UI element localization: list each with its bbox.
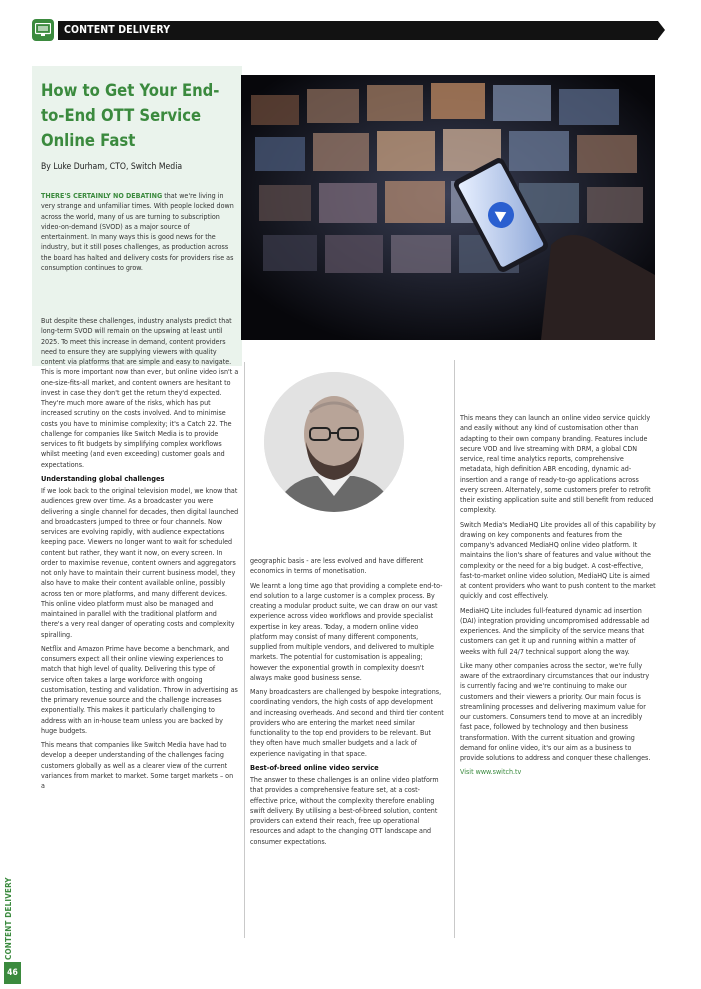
paragraph: This means they can launch an online video service quickly and easily without any kind of customisation other than adapting to their own company branding. Features include secure VOD and live streaming with DRM, a global CDN service, real time analytics reports, comprehensive metadata, high definition ABR encoding, dynamic ad-insertion and a range of ready-to-go applications across every screen. Alternately, some customers prefer to retrofit their existing application suite and still benefit from reduced complexity.: [460, 413, 654, 515]
paragraph: geographic basis - are less evolved and have different economics in terms of monetisation.: [250, 556, 424, 576]
subheading-understanding: Understanding global challenges: [41, 473, 165, 483]
intro-lead: THERE'S CERTAINLY NO DEBATING: [41, 191, 163, 200]
paragraph: We learnt a long time ago that providing a complete end-to-end solution to a large customer is a complex process. By creating a modular product suite, we can draw on our vast experience across video workflows and provide specialist expertise in key areas. Today, a modern online video platform may consist of many different components, supplied from multiple vendors, and delivered to multiple markets. The potential for customisation is appealing; however the exponential growth in complexity doesn't always make good business sense.: [250, 580, 443, 682]
section-label: CONTENT DELIVERY: [64, 24, 171, 36]
hero-photo: [241, 75, 655, 340]
paragraph: If we look back to the original television model, we know that audiences grew over time. As a broadcaster you were delivering a single channel for decades, then digital launched and broadcasters jumped to three or four channels. Now services are evolving rapidly, with audience expectations keeping pace. Viewers no longer want to wait for scheduled content but rather, they want it now, on every screen. In order to maximise revenue, content owners and aggregators not only have to maintain their current business model, they also have to make their content available online, possibly across ten or more platforms, and many different devices. This online video platform must also be managed and maintained in parallel with the traditional platform and there's a very real danger of operating costs and complexity spiralling.: [41, 486, 239, 639]
paragraph: Like many other companies across the sector, we're fully aware of the extraordinary circumstances that our industry is currently facing and we're continuing to make our customers and their viewers a priority. Our main focus is streamlining processes and delivering maximum value for our customers. Consumers tend to move at an incredibly fast pace, followed by technology and then business transformation. With the current situation and growing demand for online video, it's our aim as a business to provide solutions to address and conquer these challenges.: [460, 660, 651, 762]
article-byline: By Luke Durham, CTO, Switch Media: [41, 162, 183, 172]
column-1-text: [41, 316, 239, 795]
column-divider: [244, 362, 245, 938]
paragraph: Switch Media's MediaHQ Lite provides all of this capability by drawing on key components and features from the company's advanced MediaHQ online video platform. It maintains the lion's share of features and value without the complexity or the need for a big budget. A cost-effective, fast-to-market online video solution, MediaHQ Lite is aimed at content providers who want to push content to the market quickly and cost effectively.: [460, 519, 656, 601]
section-header-bar: [58, 21, 658, 40]
paragraph: MediaHQ Lite includes full-featured dynamic ad insertion (DAI) integration providing uncompromised addressable ad experiences. And the simplicity of the service means that customers can get it up and running within a matter of weeks with full 24/7 technical support along the way.: [460, 605, 650, 656]
column-divider: [454, 360, 455, 938]
intro-paragraph: [41, 191, 239, 273]
intro-rest: that we're living in very strange and unfamiliar times. With people locked down across the world, many of us are turning to subscription video-on-demand (SVOD) as a major source of entertainment. In many ways this is good news for the industry, but it still poses challenges, as production across the board has halted and delivery costs for providers rise as consumption continues to grow.: [41, 191, 234, 272]
paragraph: Many broadcasters are challenged by bespoke integrations, coordinating vendors, the high costs of app development and increasing overheads. And second and third tier content providers who are entering the market need similar functionality to the top end providers to be relevant. But they often have much smaller budgets and a lack of experience navigating in that space.: [250, 687, 444, 758]
paragraph: This means that companies like Switch Media have had to develop a deeper understanding of the challenges facing customers globally as well as a clearer view of the current variances from market to market. Some target markets – on a: [41, 740, 234, 790]
paragraph: The answer to these challenges is an online video platform that provides a comprehensive feature set, at a cost-effective price, without the complexity therefore enabling swift delivery. By utilising a best-of-breed solution, content providers can extend their reach, free up operational resources and adapt to the changing OTT landscape and consumer expectations.: [250, 775, 439, 846]
paragraph: Netflix and Amazon Prime have become a benchmark, and consumers expect all their online viewing experiences to match that high level of quality. Delivering this type of service often takes a large workforce with ongoing customisation, testing and validation. Throw in advertising as the primary revenue source and the challenge increases exponentially. This makes it particularly challenging to address with an in-house team unless you are backed by huge budgets.: [41, 643, 238, 735]
page-number: 46: [4, 962, 21, 984]
magazine-logo-icon: [32, 19, 54, 41]
subheading-best-of-breed: Best-of-breed online video service: [250, 762, 379, 772]
website-link[interactable]: Visit www.switch.tv: [460, 767, 522, 777]
paragraph: But despite these challenges, industry analysts predict that long-term SVOD will remain on the upswing at least until 2025. To meet this increase in demand, content providers need to ensure they are supplying viewers with quality content via platforms that are simple and easy to navigate. This is more important now than ever, but online video isn't a one-size-fits-all market, and content owners are hesitant to invest in case they don't get the return they'd expected. They're much more aware of the risks, which has put increased scrutiny on the costs involved. And to minimise costs you have to minimise complexity; it's a Catch 22. The challenge for companies like Switch Media is to provide services to fit budgets by simplifying complex workflows whilst meeting (and even exceeding) customer goals and expectations.: [41, 316, 239, 469]
side-section-label: CONTENT DELIVERY: [4, 877, 13, 960]
column-3-text: [460, 413, 656, 782]
column-2-text: [250, 556, 446, 851]
intro-text: [41, 191, 239, 277]
author-portrait: [264, 372, 404, 512]
article-title: How to Get Your End-to-End OTT Service Online Fast: [41, 81, 220, 150]
